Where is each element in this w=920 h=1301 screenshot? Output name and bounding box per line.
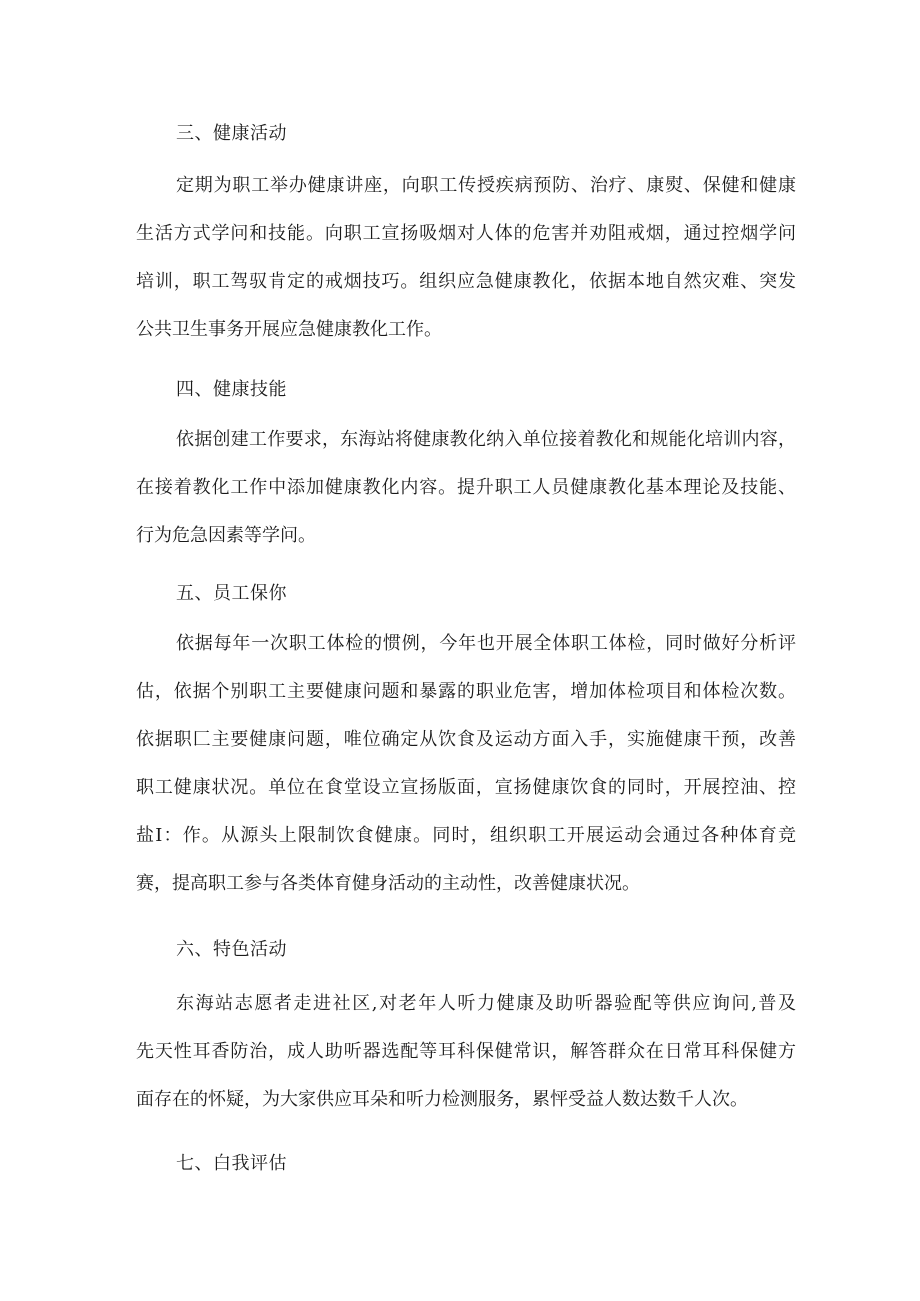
section-paragraph-4 bbox=[136, 428, 796, 572]
section-heading-7: 七、白我评估 bbox=[176, 1153, 287, 1174]
paragraph-line: 赛，提高职工参与各类体育健身活动的主动性，改善健康状况。 bbox=[136, 873, 640, 894]
paragraph-line: 面存在的怀疑，为大家供应耳朵和听力检测服务，累怦受益人数达数千人次。 bbox=[136, 1089, 748, 1110]
section-paragraph-6 bbox=[136, 992, 796, 1136]
paragraph-line: 先天性耳香防治，成人助听器选配等耳科保健常识，解答群众在日常耳科保健方 bbox=[136, 1041, 796, 1062]
section-heading-5: 五、员工保你 bbox=[176, 583, 287, 604]
paragraph-line: 依据每年一次职工体检的惯例，今年也开展全体职工体检，同时做好分析评 bbox=[176, 633, 796, 654]
paragraph-line: 依据创建工作要求，东海站将健康教化纳入单位接着教化和规能化培训内容， bbox=[176, 429, 796, 450]
paragraph-line: 在接着教化工作中添加健康教化内容。提升职工人员健康教化基本理论及技能、 bbox=[136, 477, 796, 498]
paragraph-line: 生活方式学问和技能。向职工宣扬吸烟对人体的危害并劝阻戒烟，通过控烟学问 bbox=[136, 223, 796, 244]
section-heading-6: 六、特色活动 bbox=[176, 939, 287, 960]
section-paragraph-5 bbox=[136, 632, 796, 920]
paragraph-line: 依据职匚主要健康问题，唯位确定从饮食及运动方面入手，实施健康干预，改善 bbox=[136, 729, 796, 750]
paragraph-line: 培训，职工驾驭肯定的戒烟技巧。组织应急健康教化，依据本地自然灾难、突发 bbox=[136, 271, 796, 292]
section-heading-3: 三、健康活动 bbox=[176, 123, 287, 144]
paragraph-line: 盐I：作。从源头上限制饮食健康。同时，组织职工开展运动会通过各种体育竞 bbox=[136, 825, 796, 846]
paragraph-line: 行为危急因素等学问。 bbox=[136, 525, 316, 546]
paragraph-line: 估，依据个别职工主要健康问题和暴露的职业危害，增加体检项目和体检次数。 bbox=[136, 681, 796, 702]
section-heading-4: 四、健康技能 bbox=[176, 379, 287, 400]
paragraph-line: 东海站志愿者走进社区,对老年人听力健康及助听器验配等供应询问,普及 bbox=[176, 993, 796, 1014]
section-paragraph-3 bbox=[136, 174, 796, 366]
paragraph-line: 公共卫生事务开展应急健康教化工作。 bbox=[136, 319, 442, 340]
paragraph-line: 定期为职工举办健康讲座，向职工传授疾病预防、治疗、康熨、保健和健康 bbox=[176, 175, 796, 196]
paragraph-line: 职工健康状况。单位在食堂设立宣扬版面，宣扬健康饮食的同时，开展控油、控 bbox=[136, 777, 796, 798]
